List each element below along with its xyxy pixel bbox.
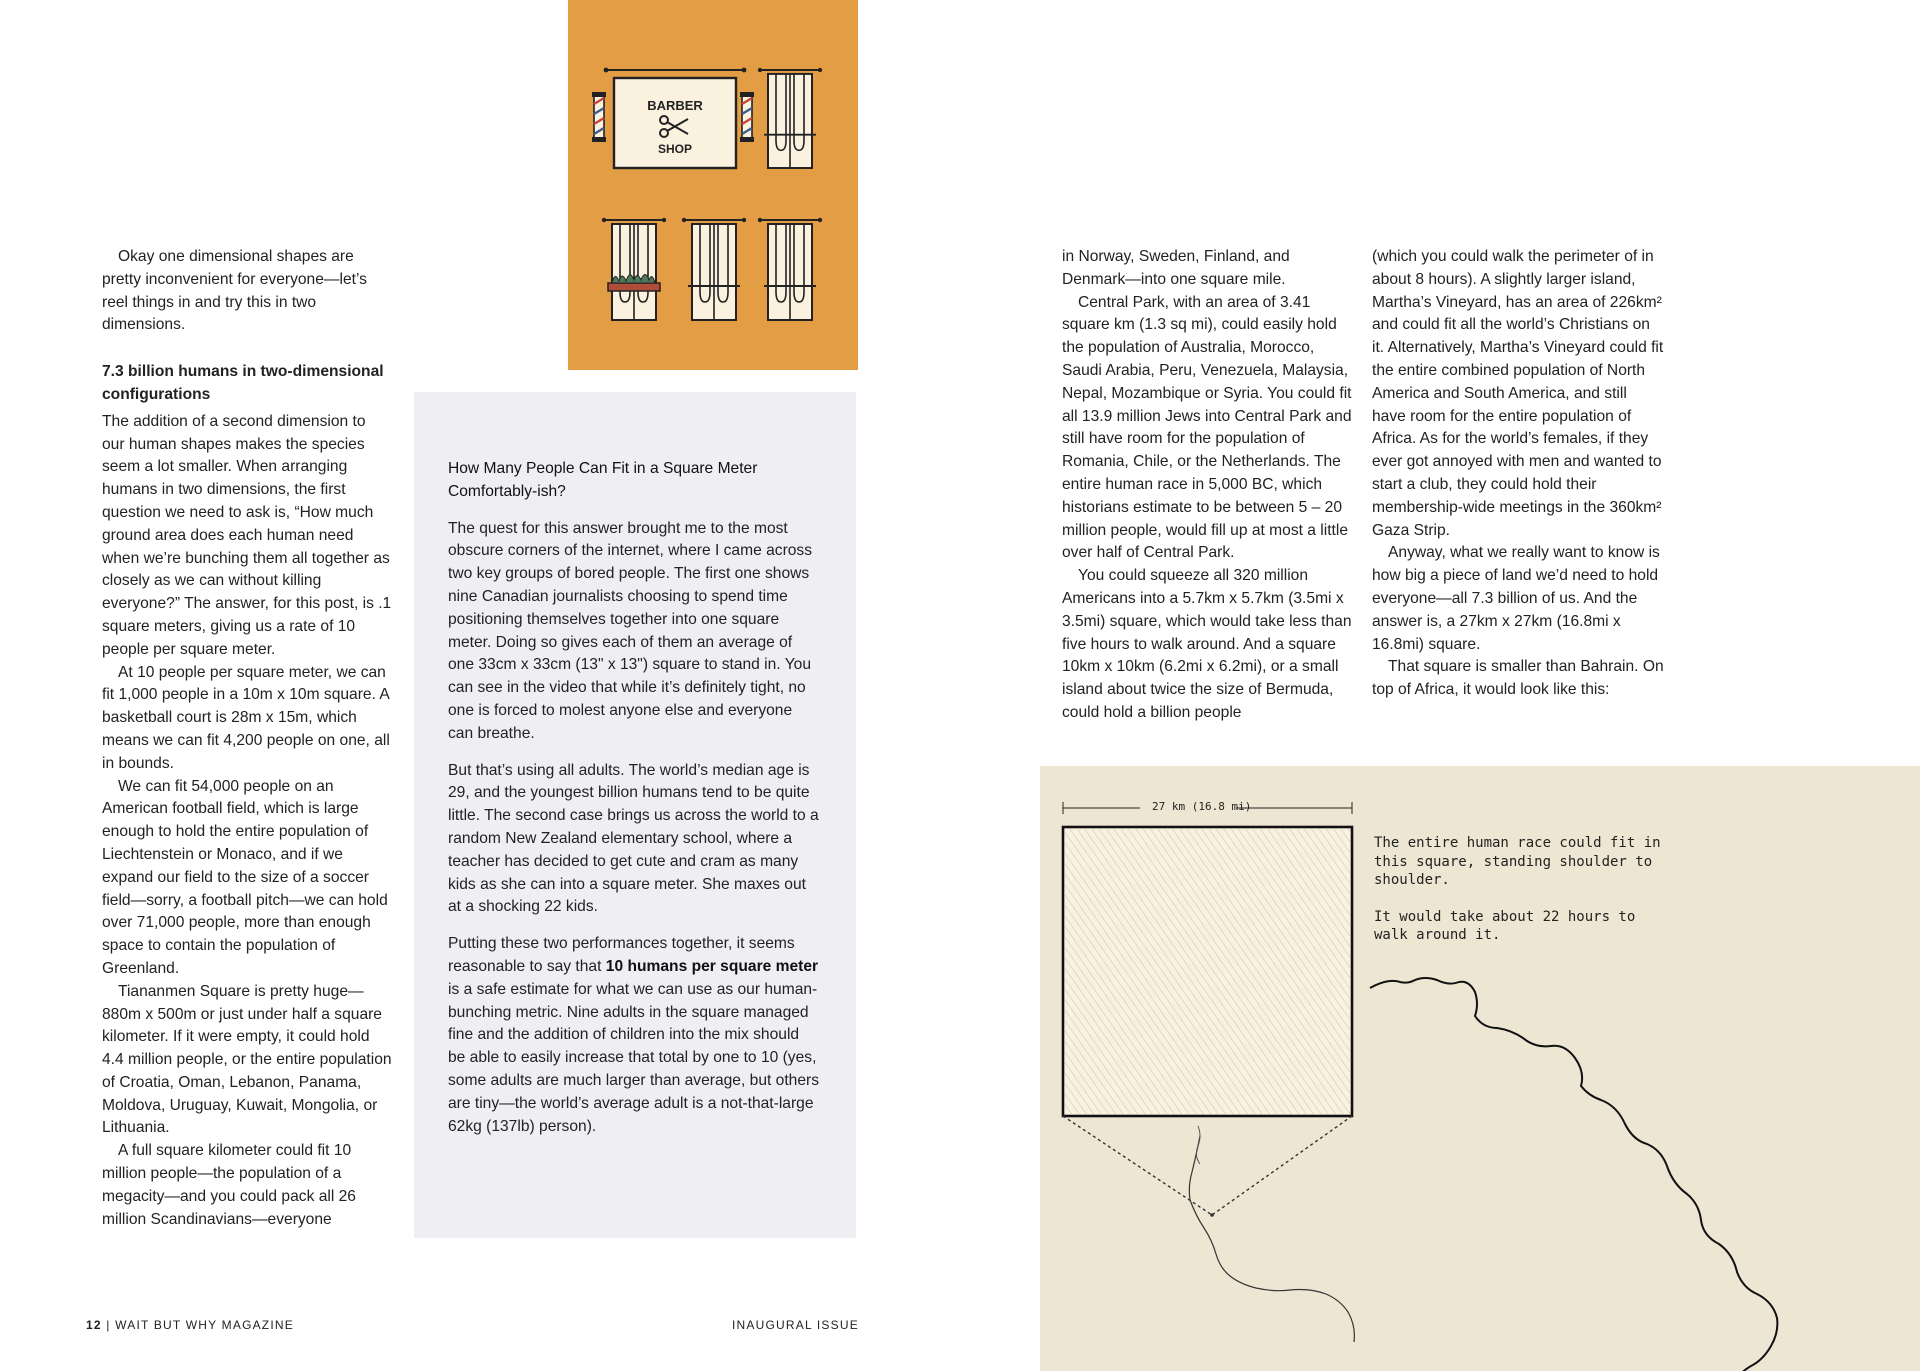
map-note-text: The entire human race could fit in this square, standing shoulder to shoulder.: [1374, 835, 1661, 888]
section-heading: 7.3 billion humans in two-dimensional configurations: [102, 363, 384, 403]
window-icon: [602, 218, 666, 320]
body-paragraph: At 10 people per square meter, we can fit 1,000 people in a 10m x 10m square. A basketball court is 28m x 15m, which means we can fit 4,200 people on one, all in bounds.: [102, 663, 390, 772]
map-note-text: It would take about 22 hours to walk around it.: [1374, 908, 1636, 943]
body-paragraph: Tiananmen Square is pretty huge—880m x 500m or just under half a square kilometer. If it were empty, it could hold 4.4 million people, or the entire population of Croatia, Oman, Lebanon, Panama, Moldova, Uruguay, Kuwait, Mongolia, or Lithuania.: [102, 982, 392, 1137]
body-paragraph: A full square kilometer could fit 10 million people—the population of a megacity—and you could pack all 26 million Scandinavians—everyone: [102, 1142, 356, 1228]
issue-label: INAUGURAL ISSUE: [732, 1318, 859, 1332]
body-paragraph: Anyway, what we really want to know is how big a piece of land we’d need to hold everyone—all 7.3 billion of us. And the answer is, a 27km x 27km (16.8mi x 16.8mi) square.: [1372, 544, 1660, 653]
barber-pole-icon: [592, 92, 606, 142]
intro-paragraph: Okay one dimensional shapes are pretty inconvenient for everyone—let’s reel things in and try this in two dimensions.: [102, 248, 367, 334]
africa-map-illustration: [1040, 766, 1920, 1371]
body-paragraph: in Norway, Sweden, Finland, and Denmark—into one square mile.: [1062, 248, 1290, 288]
right-text-column-1: [1062, 246, 1354, 725]
sidebar-text: is a safe estimate for what we can use as our human-bunching metric. Nine adults in the square managed fine and the addition of children into the mix should be able to easily increase that total by one to 10 (yes, some adults are much larger than average, but others are tiny—the world’s average adult is a not-that-large 62kg (137lb) person).: [448, 980, 819, 1135]
page-number: 12: [86, 1318, 102, 1332]
sidebar-paragraph: But that’s using all adults. The world’s median age is 29, and the youngest billion humans tend to be quite little. The second case brings us across the world to a random New Zealand elementary school, where a teacher has decided to get cute and cram as many kids as she can into a square meter. She maxes out at a shocking 22 kids.: [448, 761, 819, 916]
footer-separator: |: [106, 1318, 111, 1332]
window-icon: [682, 218, 746, 320]
magazine-name: WAIT BUT WHY MAGAZINE: [115, 1318, 294, 1332]
sign-text-top: BARBER: [647, 98, 703, 113]
map-note: [1374, 834, 1664, 963]
africa-river: [1189, 1136, 1354, 1342]
africa-coastline: [1370, 978, 1777, 1371]
sidebar-title: How Many People Can Fit in a Square Meter Comfortably-ish?: [448, 460, 758, 500]
body-paragraph: (which you could walk the perimeter of in about 8 hours). A slightly larger island, Martha’s Vineyard, has an area of 226km² and could fit all the world’s Christians on it. Alternatively, Martha’s Vineyard could fit the entire combined population of North America and South America, and still have room for the entire population of Africa. As for the world’s females, if they ever got annoyed with men and wanted to start a club, they could hold their membership-wide meetings in the 360km² Gaza Strip.: [1372, 248, 1664, 539]
dimension-label: 27 km (16.8 mi): [1152, 800, 1252, 813]
sidebar-bold-text: 10 humans per square meter: [605, 957, 819, 975]
body-paragraph: That square is smaller than Bahrain. On top of Africa, it would look like this:: [1372, 658, 1664, 699]
sidebar-box: [414, 392, 856, 1238]
window-icon: [758, 218, 822, 320]
left-text-column: [102, 246, 392, 1231]
body-paragraph: You could squeeze all 320 million Americans into a 5.7km x 5.7km (3.5mi x 3.5mi) square, which would take less than five hours to walk around. And a square 10km x 10km (6.2mi x 6.2mi), or a small island about twice the size of Bermuda, could hold a billion people: [1062, 567, 1352, 721]
right-text-column-2: [1372, 246, 1664, 702]
barber-pole-icon: [740, 92, 754, 142]
sidebar-text: Putting these two performances together, it seems reasonable to say that: [448, 935, 795, 975]
body-paragraph: We can fit 54,000 people on an American football field, which is large enough to hold the entire population of Liechtenstein or Monaco, and if we expand our field to the size of a soccer field—sorry, a football pitch—we can hold over 71,000 people, more than enough space to contain the population of Greenland.: [102, 777, 388, 977]
building-facade-drawing: [568, 0, 858, 370]
window-icon: [758, 68, 822, 168]
sidebar-paragraph: [448, 933, 820, 1138]
body-paragraph: Central Park, with an area of 3.41 square km (1.3 sq mi), could easily hold the population of Australia, Morocco, Saudi Arabia, Peru, Venezuela, Malaysia, Nepal, Mozambique or Syria. You could fit all 13.9 million Jews into Central Park and still have room for the population of Romania, Chile, or the Netherlands. The entire human race in 5,000 BC, which historians estimate to be between 5 – 20 million people, would fill up at most a little over half of Central Park.: [1062, 293, 1352, 562]
footer-left: [86, 1318, 294, 1332]
body-paragraph: The addition of a second dimension to our human shapes makes the species seem a lot smaller. When arranging humans in two dimensions, the first question we need to ask is, “How much ground area does each human need when we’re bunching them all together as closely as we can without killing everyone?” The answer, for this post, is .1 square meters, giving us a rate of 10 people per square meter.: [102, 412, 392, 658]
barber-shop-illustration: [568, 0, 858, 370]
sign-text-bottom: SHOP: [657, 142, 693, 156]
sidebar-paragraph: The quest for this answer brought me to the most obscure corners of the internet, where I came across two key groups of bored people. The first one shows nine Canadian journalists choosing to spend time positioning themselves together into one square meter. Doing so gives each of them an average of one 33cm x 33cm (13" x 13") square to stand in. You can see in the video that while it’s definitely tight, no one is forced to molest anyone else and everyone can breathe.: [448, 519, 813, 742]
